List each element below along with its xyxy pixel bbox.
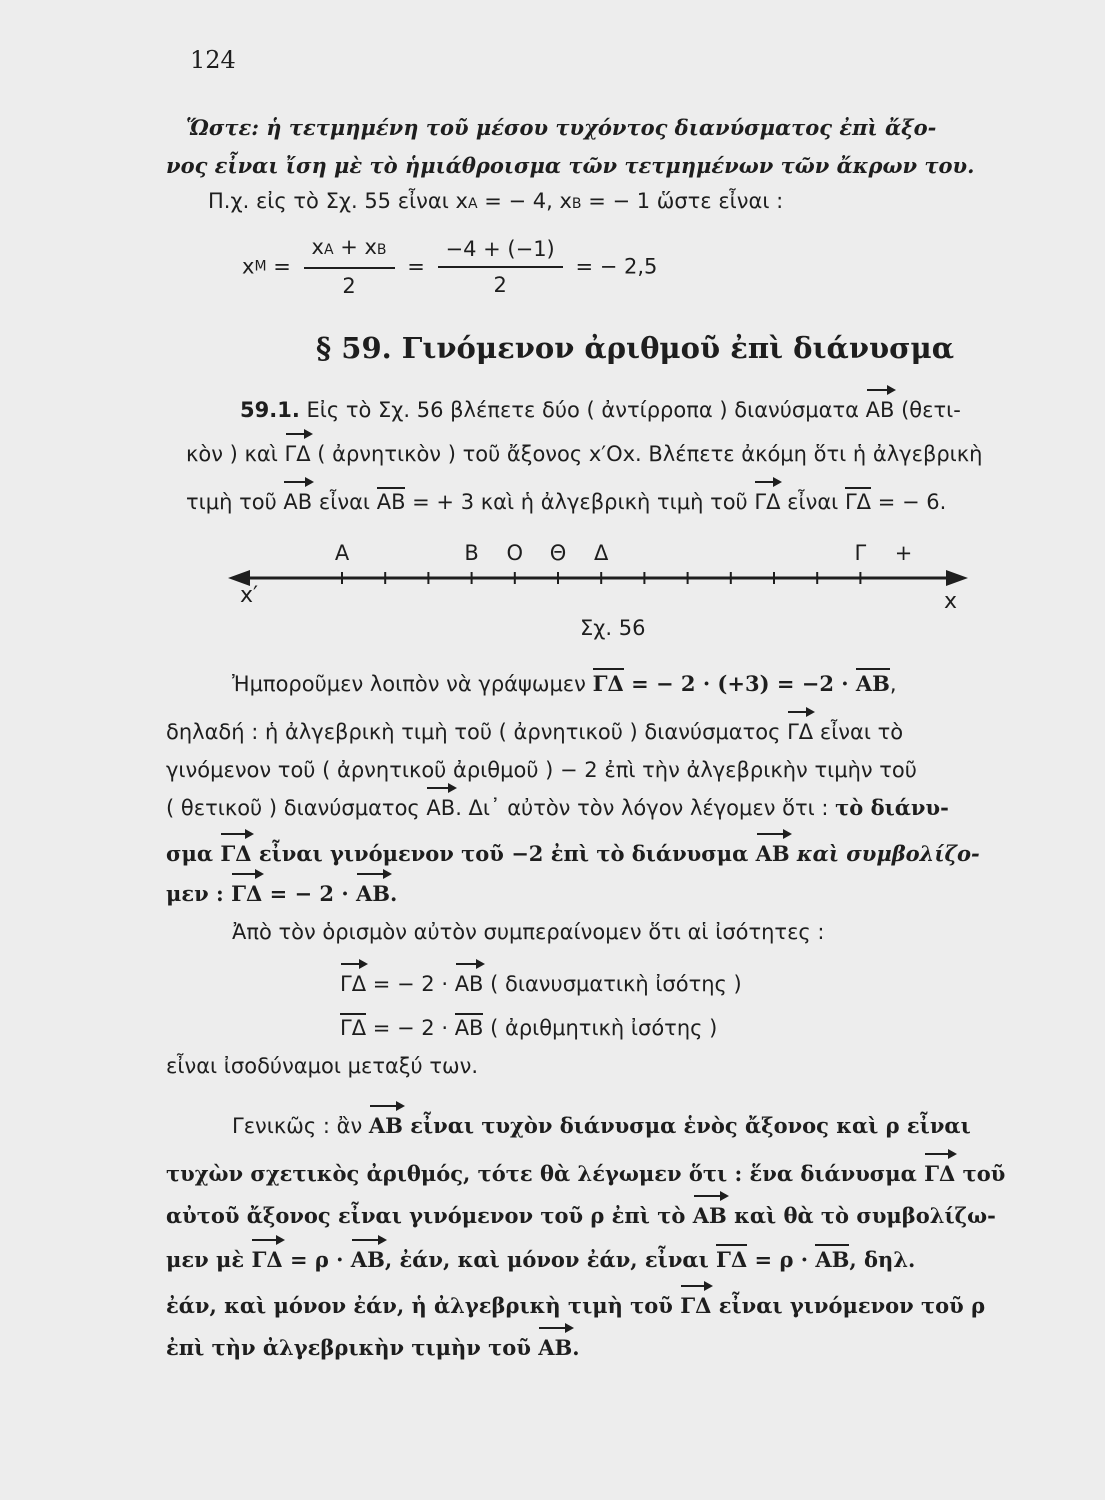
vector-ab: AB <box>350 1247 385 1272</box>
vector-ab: AB <box>755 841 790 866</box>
algebraic-gd: ΓΔ <box>716 1244 747 1272</box>
vector-gd: ΓΔ <box>680 1293 712 1318</box>
text-line: εἶναι ἰσοδύναμοι μεταξύ των. <box>166 1054 479 1078</box>
point-label: A <box>334 541 350 565</box>
text-line: δηλαδή : ἡ ἀλγεβρικὴ τιμὴ τοῦ ( ἀρνητικοῦ ) διανύσματος ΓΔ εἶναι τὸ <box>166 720 904 744</box>
algebraic-ab: AB <box>815 1244 849 1272</box>
vector-gd: ΓΔ <box>231 881 263 906</box>
x-prime-label: x′ <box>240 583 259 608</box>
text-line: μεν μὲ ΓΔ = ρ · AB, ἐάν, καὶ μόνον ἐάν, εἶναι ΓΔ = ρ · AB, δηλ. <box>166 1246 915 1274</box>
vector-ab: AB <box>865 398 895 422</box>
vector-ab: AB <box>692 1203 727 1228</box>
figure-caption: Σχ. 56 <box>580 616 646 640</box>
axis-arrow-right-icon <box>946 570 968 586</box>
point-label: Θ <box>549 541 567 565</box>
vector-gd: ΓΔ <box>220 841 252 866</box>
point-label: Γ <box>854 541 867 565</box>
point-labels <box>335 541 913 565</box>
vector-ab: AB <box>368 1113 403 1138</box>
text-line: νος εἶναι ἴση μὲ τὸ ἡμιάθροισμα τῶν τετμημένων τῶν ἄκρων του. <box>166 153 975 178</box>
algebraic-gd: ΓΔ <box>593 668 624 696</box>
algebraic-ab: AB <box>856 668 890 696</box>
fraction-1: $\frac{xA + xB}{2}$ <box>304 232 395 301</box>
text-line: 59.1. Εἰς τὸ Σχ. 56 βλέπετε δύο ( ἀντίρροπα ) διανύσματα AB (θετι- <box>240 398 961 422</box>
algebraic-ab: AB <box>455 1013 484 1040</box>
x-end-label: x <box>944 589 958 614</box>
point-label: O <box>506 541 524 565</box>
algebraic-ab: AB <box>377 487 406 514</box>
axis-figure <box>0 530 1105 630</box>
fraction-2: $\frac{-4 + (-1)}{2}$ <box>438 234 563 300</box>
point-label: B <box>464 541 479 565</box>
vector-gd: ΓΔ <box>924 1161 956 1186</box>
text-line: γινόμενον τοῦ ( ἀρνητικοῦ ἀριθμοῦ ) − 2 ἐπὶ τὴν ἀλγεβρικὴν τιμὴν τοῦ <box>166 758 917 782</box>
text-line: τιμὴ τοῦ AB εἶναι AB = + 3 καὶ ἡ ἀλγεβρικὴ τιμὴ τοῦ ΓΔ εἶναι ΓΔ = − 6. <box>186 488 946 516</box>
vector-gd: ΓΔ <box>787 720 814 744</box>
text-line: ἐπὶ τὴν ἀλγεβρικὴν τιμὴν τοῦ AB. <box>166 1335 580 1360</box>
text-line: αὐτοῦ ἄξονος εἶναι γινόμενον τοῦ ρ ἐπὶ τὸ AB καὶ θὰ τὸ συμβολίζω- <box>166 1203 996 1228</box>
algebraic-gd: ΓΔ <box>845 487 871 514</box>
vector-ab: AB <box>355 881 391 906</box>
vector-ab: AB <box>426 796 456 820</box>
vector-gd: ΓΔ <box>251 1247 283 1272</box>
vector-gd: ΓΔ <box>284 442 311 466</box>
text-line: ( θετικοῦ ) διανύσματος AB. Δι᾽ αὐτὸν τὸν λόγον λέγομεν ὅτι : τὸ διάνυ- <box>166 795 949 820</box>
vector-gd: ΓΔ <box>340 972 367 996</box>
algebraic-gd: ΓΔ <box>340 1013 366 1040</box>
text-line: σμα ΓΔ εἶναι γινόμενον τοῦ −2 ἐπὶ τὸ διάνυσμα AB καὶ συμβολίζο- <box>166 841 980 866</box>
page-number: 124 <box>190 46 236 74</box>
text-line: Π.χ. εἰς τὸ Σχ. 55 εἶναι xA = − 4, xB = − 1 ὥστε εἶναι : <box>208 189 784 213</box>
vector-gd: ΓΔ <box>754 490 781 514</box>
text-line: Γενικῶς : ἂν AB εἶναι τυχὸν διάνυσμα ἑνὸς ἄξονος καὶ ρ εἶναι <box>232 1113 971 1138</box>
vector-ab: AB <box>283 490 313 514</box>
midpoint-formula: xM = $\frac{xA + xB}{2}$ = $\frac{-4 + (-1)}{2}$ = − 2,5 <box>242 232 657 301</box>
vector-ab: AB <box>454 972 484 996</box>
vector-equation: ΓΔ = − 2 · AB ( διανυσματικὴ ἰσότης ) <box>340 972 742 996</box>
text-line: κὸν ) καὶ ΓΔ ( ἀρνητικὸν ) τοῦ ἄξονος x′Ox. Βλέπετε ἀκόμη ὅτι ἡ ἀλγεβρικὴ <box>186 442 983 466</box>
point-label: Δ <box>594 541 609 565</box>
text-line: Ἀπὸ τὸν ὁρισμὸν αὐτὸν συμπεραίνομεν ὅτι αἱ ἰσότητες : <box>232 920 825 944</box>
text-line: Ὥστε: ἡ τετμημένη τοῦ μέσου τυχόντος διανύσματος ἐπὶ ἄξο- <box>186 115 937 140</box>
text-line: μεν : ΓΔ = − 2 · AB. <box>166 881 398 906</box>
text-line: τυχὼν σχετικὸς ἀριθμός, τότε θὰ λέγωμεν ὅτι : ἕνα διάνυσμα ΓΔ τοῦ <box>166 1161 1006 1186</box>
section-heading: § 59. Γινόμενον ἀριθμοῦ ἐπὶ διάνυσμα <box>316 331 955 365</box>
text-line: Ἠμποροῦμεν λοιπὸν νὰ γράψωμεν ΓΔ = − 2 · (+3) = −2 · AB, <box>232 670 897 698</box>
vector-ab: AB <box>538 1335 573 1360</box>
text-line: ἐάν, καὶ μόνον ἐάν, ἡ ἀλγεβρικὴ τιμὴ τοῦ ΓΔ εἶναι γινόμενον τοῦ ρ <box>166 1293 986 1318</box>
point-label: + <box>894 541 913 565</box>
numeric-equation: ΓΔ = − 2 · AB ( ἀριθμητικὴ ἰσότης ) <box>340 1014 717 1042</box>
